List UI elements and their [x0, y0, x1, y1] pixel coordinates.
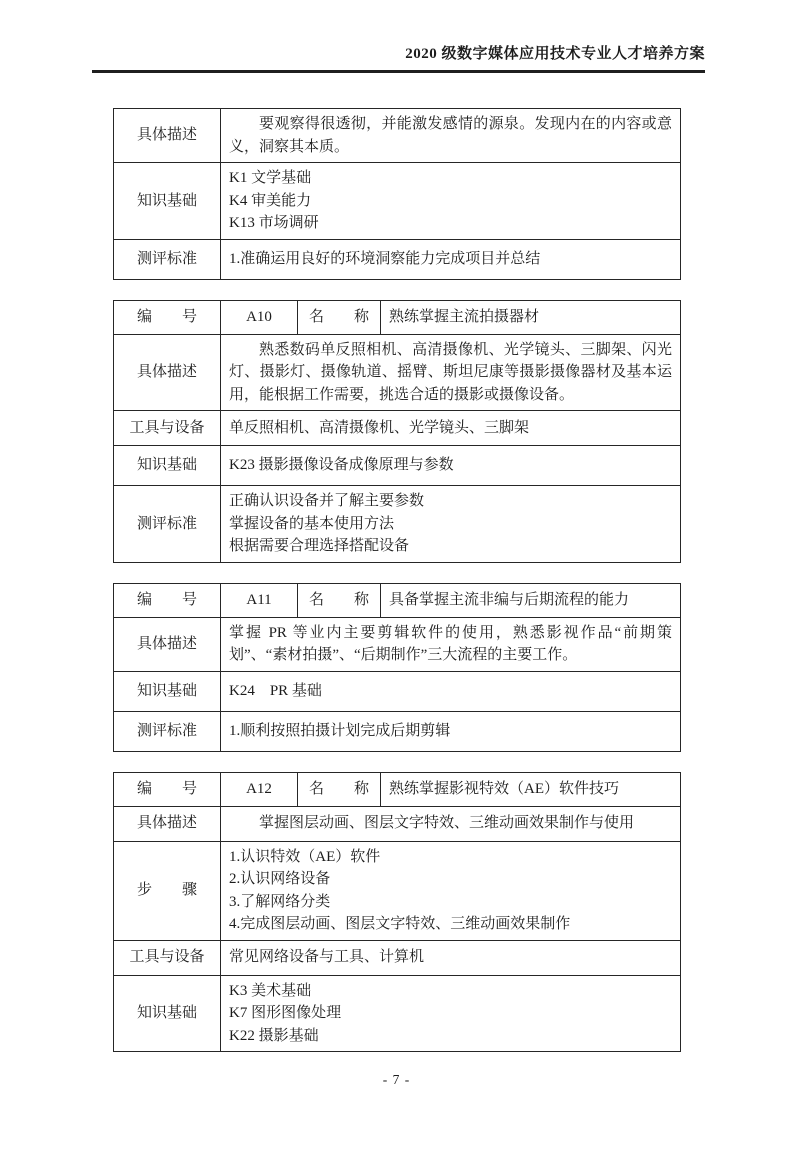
no-label-cell: 编 号 [114, 583, 221, 617]
eval-content-cell [221, 711, 681, 751]
knowledge-content-cell [221, 163, 681, 240]
table-row [114, 446, 681, 486]
step-line: 1.认识特效（AE）软件 [229, 848, 381, 865]
no-label-cell: 编 号 [114, 772, 221, 806]
desc-content-cell [221, 617, 681, 671]
tools-label-cell: 工具与设备 [114, 411, 221, 446]
desc-content-cell [221, 334, 681, 411]
step-line: 4.完成图层动画、图层文字特效、三维动画效果制作 [229, 916, 571, 932]
knowledge-line: K4 审美能力 [229, 192, 312, 209]
table-row [114, 617, 681, 671]
desc-content-cell [221, 109, 681, 163]
steps-label-cell: 步 骤 [114, 841, 221, 940]
eval-line: 1.准确运用良好的环境洞察能力完成项目并总结 [229, 250, 541, 267]
steps-content-cell [221, 841, 681, 940]
competency-table-continued [113, 108, 681, 280]
competency-table-a12 [113, 772, 681, 1053]
table-row [114, 940, 681, 975]
table-row [114, 239, 681, 279]
document-page [0, 46, 793, 1168]
knowledge-line: K1 文学基础 [229, 170, 312, 186]
table-row [114, 334, 681, 411]
knowledge-label-cell: 知识基础 [114, 446, 221, 486]
header-rule [92, 70, 705, 73]
table-row [114, 772, 681, 806]
eval-label-cell: 测评标准 [114, 486, 221, 563]
no-value-cell: A11 [221, 583, 298, 617]
no-label-cell: 编 号 [114, 300, 221, 334]
eval-line: 正确认识设备并了解主要参数 [229, 493, 425, 509]
eval-line: 掌握设备的基本使用方法 [229, 515, 395, 532]
desc-paragraph: 熟悉数码单反照相机、高清摄像机、光学镜头、三脚架、闪光灯、摄影灯、摄像轨道、摇臂、斯坦尼康等摄影摄像器材及基本运用，能根据工作需要，挑选合适的摄影或摄像设备。 [229, 341, 672, 403]
name-label-cell: 名 称 [298, 772, 381, 806]
desc-label-cell: 具体描述 [114, 806, 221, 841]
desc-paragraph: 掌握 PR 等业内主要剪辑软件的使用，熟悉影视作品“前期策划”、“素材拍摄”、“后期制作”三大流程的主要工作。 [229, 624, 672, 663]
knowledge-line: K23 摄影摄像设备成像原理与参数 [229, 457, 454, 474]
table-row [114, 841, 681, 940]
tools-label-cell: 工具与设备 [114, 940, 221, 975]
step-line: 3.了解网络分类 [229, 893, 331, 910]
eval-label-cell: 测评标准 [114, 239, 221, 279]
knowledge-content-cell [221, 671, 681, 711]
knowledge-line: K13 市场调研 [229, 215, 319, 231]
table-row [114, 109, 681, 163]
knowledge-content-cell [221, 975, 681, 1052]
knowledge-line: K3 美术基础 [229, 982, 312, 999]
desc-paragraph: 要观察得很透彻，并能激发感情的源泉。发现内在的内容或意义，洞察其本质。 [229, 116, 672, 155]
tools-content-cell: 单反照相机、高清摄像机、光学镜头、三脚架 [221, 411, 681, 446]
no-value-cell: A12 [221, 772, 298, 806]
name-value-cell: 具备掌握主流非编与后期流程的能力 [381, 583, 681, 617]
table-row [114, 486, 681, 563]
knowledge-line: K22 摄影基础 [229, 1027, 319, 1044]
competency-table-a10 [113, 300, 681, 563]
table-row [114, 583, 681, 617]
table-row [114, 411, 681, 446]
desc-label-cell: 具体描述 [114, 334, 221, 411]
name-value-cell: 熟练掌握影视特效（AE）软件技巧 [381, 772, 681, 806]
eval-content-cell [221, 486, 681, 563]
eval-line: 1.顺利按照拍摄计划完成后期剪辑 [229, 722, 451, 739]
no-value-cell: A10 [221, 300, 298, 334]
page-number: - 7 - [382, 1072, 411, 1087]
table-row [114, 163, 681, 240]
desc-paragraph: 掌握图层动画、图层文字特效、三维动画效果制作与使用 [259, 815, 635, 832]
eval-line: 根据需要合理选择搭配设备 [229, 538, 410, 554]
competency-table-a11 [113, 583, 681, 752]
knowledge-line: K7 图形图像处理 [229, 1005, 342, 1021]
desc-label-cell: 具体描述 [114, 109, 221, 163]
table-row [114, 806, 681, 841]
desc-content-cell [221, 806, 681, 841]
table-row [114, 975, 681, 1052]
knowledge-line: K24 PR 基础 [229, 682, 322, 699]
tools-content-cell: 常见网络设备与工具、计算机 [221, 940, 681, 975]
table-row [114, 711, 681, 751]
name-label-cell: 名 称 [298, 300, 381, 334]
eval-content-cell [221, 239, 681, 279]
knowledge-label-cell: 知识基础 [114, 975, 221, 1052]
desc-label-cell: 具体描述 [114, 617, 221, 671]
name-label-cell: 名 称 [298, 583, 381, 617]
eval-label-cell: 测评标准 [114, 711, 221, 751]
table-row [114, 300, 681, 334]
knowledge-label-cell: 知识基础 [114, 163, 221, 240]
knowledge-label-cell: 知识基础 [114, 671, 221, 711]
step-line: 2.认识网络设备 [229, 871, 331, 887]
header-title: 2020 级数字媒体应用技术专业人才培养方案 [405, 46, 705, 62]
knowledge-content-cell [221, 446, 681, 486]
name-value-cell: 熟练掌握主流拍摄器材 [381, 300, 681, 334]
table-row [114, 671, 681, 711]
